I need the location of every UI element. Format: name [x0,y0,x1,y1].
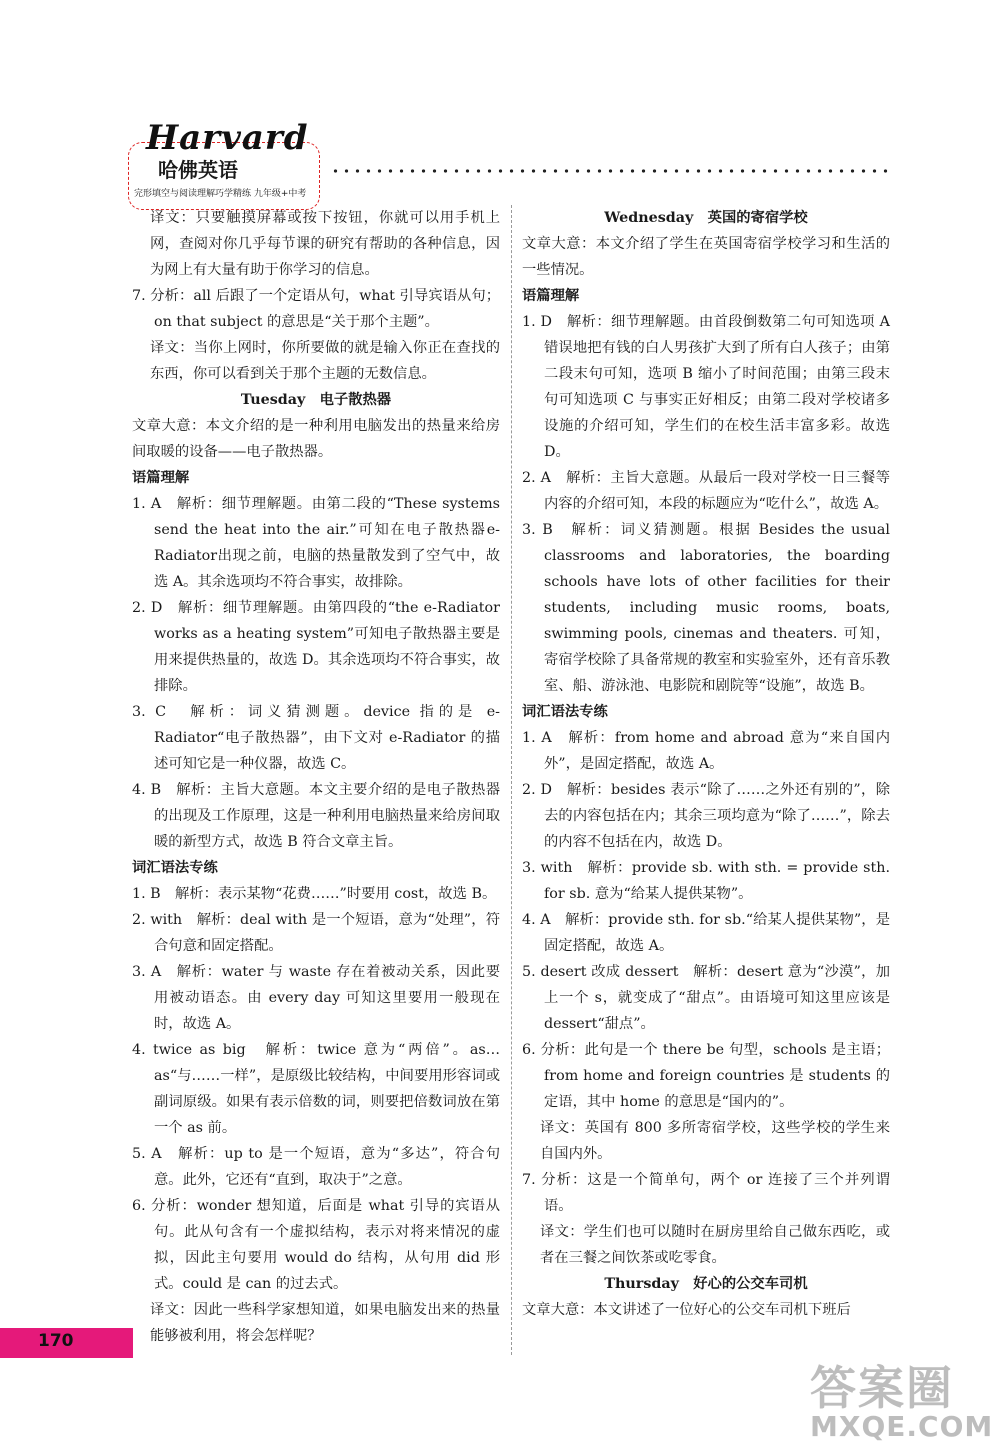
answer-paragraph: 2. A 解析：主旨大意题。从最后一段对学校一日三餐等内容的介绍可知，本段的标题应为“吃什么”，故选 A。 [522,470,890,512]
answer-paragraph: 译文：只要触摸屏幕或按下按钮，你就可以用手机上网，查阅对你几乎每节课的研究有帮助的各种信息，因为网上有大量有助于你学习的信息。 [150,210,500,278]
answer-paragraph: 译文：当你上网时，你所要做的就是输入你正在查找的东西，你可以看到关于那个主题的无数信息。 [150,340,500,382]
answer-paragraph: 2. D 解析：细节理解题。由第四段的“the e-Radiator works as a heating system”可知电子散热器主要是用来提供热量的，故选 D。其余选项均不符合事实，故排除。 [132,600,500,694]
answer-paragraph: 2. with 解析：deal with 是一个短语，意为“处理”，符合句意和固定搭配。 [132,912,500,954]
answer-paragraph: 文章大意：本文介绍了学生在英国寄宿学校学习和生活的一些情况。 [522,236,890,278]
watermark [810,1352,1000,1442]
answer-paragraph: 5. desert 改成 dessert 解析：desert 意为“沙漠”，加上一个 s，就变成了“甜点”。由语境可知这里应该是 dessert“甜点”。 [522,964,890,1032]
answer-paragraph: 1. A 解析：from home and abroad 意为“来自国内外”，是固定搭配，故选 A。 [522,730,890,772]
watermark-url: MXQE.COM [810,1410,994,1443]
subsection-label: 语篇理解 [132,470,190,486]
answer-paragraph: 文章大意：本文介绍的是一种利用电脑发出的热量来给房间取暖的设备——电子散热器。 [132,418,500,460]
answer-paragraph: 1. A 解析：细节理解题。由第二段的“These systems send the heat into the air.”可知在电子散热器e-Radiator出现之前，电脑的热量散发到了空气中，故选 A。其余选项均不符合事实，故排除。 [132,496,500,590]
answer-paragraph: 译文：英国有 800 多所寄宿学校，这些学校的学生来自国内外。 [540,1120,890,1162]
answer-paragraph: 文章大意：本文讲述了一位好心的公交车司机下班后 [522,1302,851,1318]
answer-paragraph: 3. C 解析：词义猜测题。device 指的是 e-Radiator“电子散热器”，由下文对 e-Radiator 的描述可知它是一种仪器，故选 C。 [132,704,500,772]
answer-paragraph: 4. twice as big 解析：twice 意为“两倍”。as…as“与……一样”，是原级比较结构，中间要用形容词或副词原级。如果有表示倍数的词，则要把倍数词放在第一个 as 前。 [132,1042,500,1136]
section-heading: Tuesday 电子散热器 [240,392,392,408]
section-heading: Wednesday 英国的寄宿学校 [604,210,808,226]
answer-paragraph: 7. 分析：这是一个简单句，两个 or 连接了三个并列谓语。 [522,1172,890,1214]
section-heading: Thursday 好心的公交车司机 [604,1276,808,1292]
answer-paragraph: 3. B 解析：词义猜测题。根据 Besides the usual classrooms and laboratories, the boarding schools have lots of other facilities for their students, including music rooms, boats, swimming pools, cinemas and theaters. 可知，寄宿学校除了具备常规的教室和实验室外，还有音乐教室、船、游泳池、电影院和剧院等“设施”，故选 B。 [522,522,890,694]
header-dotted-line [330,168,890,174]
watermark-text: 答案圈 [810,1361,954,1415]
logo-title: Harvard [146,118,309,158]
answer-paragraph: 6. 分析：wonder 想知道，后面是 what 引导的宾语从句。此从句含有一个虚拟结构，表示对将来情况的虚拟，因此主句要用 would do 结构，从句用 did 形式。could 是 can 的过去式。 [132,1198,500,1292]
answer-paragraph: 6. 分析：此句是一个 there be 句型，schools 是主语；from home and foreign countries 是 students 的定语，其中 home 的意思是“国内的”。 [522,1042,890,1110]
answer-paragraph: 5. A 解析：up to 是一个短语，意为“多达”，符合句意。此外，它还有“直到，取决于”之意。 [132,1146,500,1188]
subsection-label: 语篇理解 [522,288,580,304]
answer-paragraph: 译文：因此一些科学家想知道，如果电脑发出来的热量能够被利用，将会怎样呢？ [150,1302,500,1344]
answer-paragraph: 3. with 解析：provide sb. with sth. = provide sth. for sb. 意为“给某人提供某物”。 [522,860,890,902]
subsection-label: 词汇语法专练 [522,704,608,720]
answer-paragraph: 4. B 解析：主旨大意题。本文主要介绍的是电子散热器的出现及工作原理，这是一种利用电脑热量来给房间取暖的新型方式，故选 B 符合文章主旨。 [132,782,500,850]
left-column [132,205,500,1349]
subsection-label: 词汇语法专练 [132,860,218,876]
answer-paragraph: 1. B 解析：表示某物“花费……”时要用 cost，故选 B。 [132,886,497,902]
column-divider [511,205,512,1355]
right-column [522,205,890,1323]
answer-paragraph: 译文：学生们也可以随时在厨房里给自己做东西吃，或者在三餐之间饮茶或吃零食。 [540,1224,890,1266]
answer-paragraph: 3. A 解析：water 与 waste 存在着被动关系，因此要用被动语态。由 every day 可知这里要用一般现在时，故选 A。 [132,964,500,1032]
answer-paragraph: 1. D 解析：细节理解题。由首段倒数第二句可知选项 A 错误地把有钱的白人男孩扩大到了所有白人孩子；由第二段末句可知，选项 B 缩小了时间范围；由第三段末句可知选项 C 与事实正好相反；由第二段对学校诸多设施的介绍可知，学生们的在校生活丰富多彩。故选 D。 [522,314,890,460]
header-logo [118,118,328,210]
answer-paragraph: 7. 分析：all 后跟了一个定语从句，what 引导宾语从句；on that subject 的意思是“关于那个主题”。 [132,288,500,330]
answer-paragraph: 4. A 解析：provide sth. for sb.“给某人提供某物”，是固定搭配，故选 A。 [522,912,890,954]
answer-paragraph: 2. D 解析：besides 表示“除了……之外还有别的”，除去的内容包括在内；其余三项均意为“除了……”，除去的内容不包括在内，故选 D。 [522,782,890,850]
page-number: 170 [38,1331,74,1351]
logo-chinese: 哈佛英语 [158,158,238,182]
logo-subtitle: 完形填空与阅读理解巧学精练 九年级+中考 [134,189,307,199]
